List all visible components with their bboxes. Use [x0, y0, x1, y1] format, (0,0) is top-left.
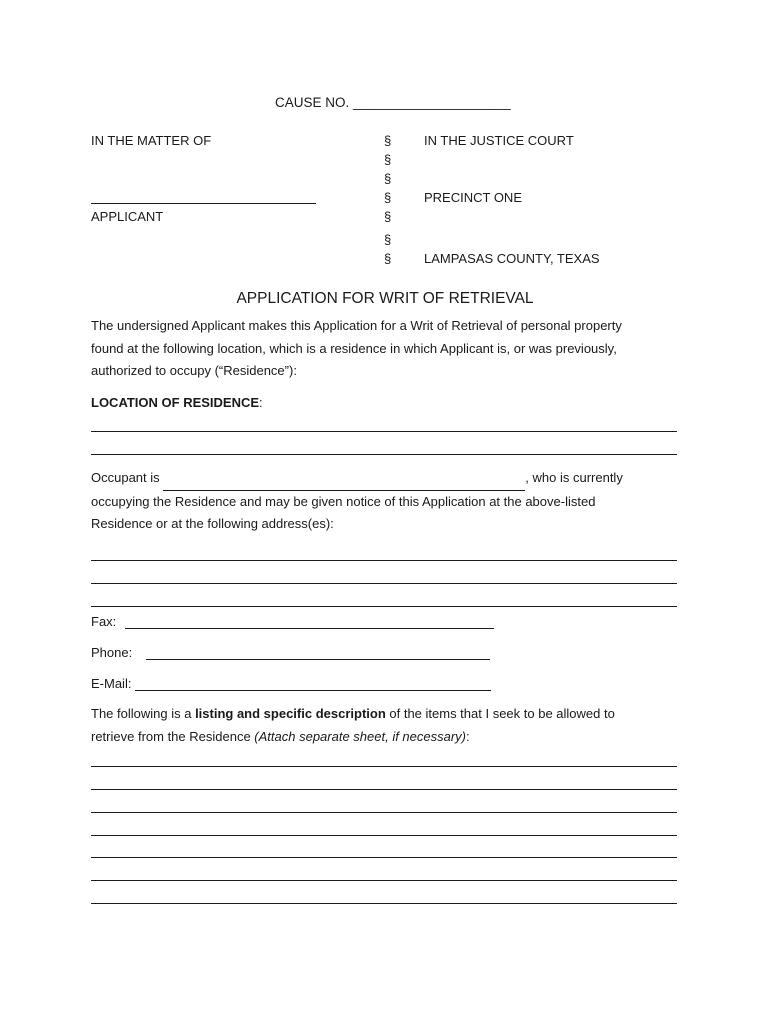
intro-line-2: found at the following location, which is a residence in which Applicant is, or was previously, [91, 340, 617, 356]
items-line-1 [91, 703, 681, 726]
section-mark: § [384, 152, 392, 167]
items-bold: listing and specific description [195, 706, 386, 721]
items-line2-italic: (Attach separate sheet, if necessary) [254, 728, 467, 744]
item-blank-7[interactable] [91, 903, 677, 904]
occupant-line-1 [91, 467, 681, 491]
precinct-label: PRECINCT ONE [424, 190, 522, 205]
cause-number-label: CAUSE NO. _____________________ [275, 95, 511, 110]
item-blank-5[interactable] [91, 857, 677, 858]
fax-blank[interactable] [125, 628, 494, 629]
court-label: IN THE JUSTICE COURT [424, 133, 574, 148]
location-heading [91, 395, 263, 410]
section-mark: § [384, 171, 392, 186]
address-blank-2[interactable] [91, 583, 677, 584]
matter-name-blank[interactable] [91, 203, 316, 204]
intro-line-3: authorized to occupy (“Residence”): [91, 363, 297, 378]
occupant-paragraph [91, 467, 681, 536]
fax-label: Fax: [91, 614, 117, 629]
phone-label: Phone: [91, 645, 133, 660]
matter-label: IN THE MATTER OF [91, 133, 212, 148]
occupant-line-3: Residence or at the following address(es): [91, 516, 334, 531]
county-label: LAMPASAS COUNTY, TEXAS [424, 251, 600, 266]
occupant-prefix: Occupant is [91, 470, 160, 485]
location-blank-1[interactable] [91, 431, 677, 432]
address-blank-3[interactable] [91, 606, 677, 607]
items-paragraph [91, 703, 681, 748]
occupant-name-blank[interactable] [163, 467, 525, 491]
items-line-2 [91, 726, 681, 749]
email-label: E-Mail: [91, 676, 132, 691]
item-blank-4[interactable] [91, 835, 677, 836]
items-line2-post: : [466, 728, 470, 744]
item-blank-2[interactable] [91, 789, 677, 790]
section-mark: § [384, 209, 392, 224]
items-line2-pre: retrieve from the Residence [91, 728, 255, 744]
section-mark: § [384, 232, 392, 247]
location-blank-2[interactable] [91, 454, 677, 455]
location-colon: : [259, 395, 263, 410]
phone-blank[interactable] [146, 659, 490, 660]
email-blank[interactable] [135, 690, 491, 691]
items-post: of the items that I seek to be allowed to [385, 706, 615, 721]
section-mark: § [384, 251, 392, 266]
item-blank-6[interactable] [91, 880, 677, 881]
item-blank-1[interactable] [91, 766, 677, 767]
address-blank-1[interactable] [91, 560, 677, 561]
occupant-suffix: , who is currently [525, 470, 623, 485]
item-blank-3[interactable] [91, 812, 677, 813]
items-pre: The following is a [91, 706, 196, 721]
section-mark: § [384, 133, 392, 148]
occupant-line-2: occupying the Residence and may be given notice of this Application at the above-listed [91, 493, 596, 509]
intro-line-1: The undersigned Applicant makes this Application for a Writ of Retrieval of personal property [91, 318, 622, 333]
intro-paragraph [91, 315, 681, 383]
applicant-label: APPLICANT [91, 209, 164, 224]
section-mark: § [384, 190, 392, 205]
document-title: APPLICATION FOR WRIT OF RETRIEVAL [236, 290, 534, 307]
location-label: LOCATION OF RESIDENCE [91, 395, 260, 410]
